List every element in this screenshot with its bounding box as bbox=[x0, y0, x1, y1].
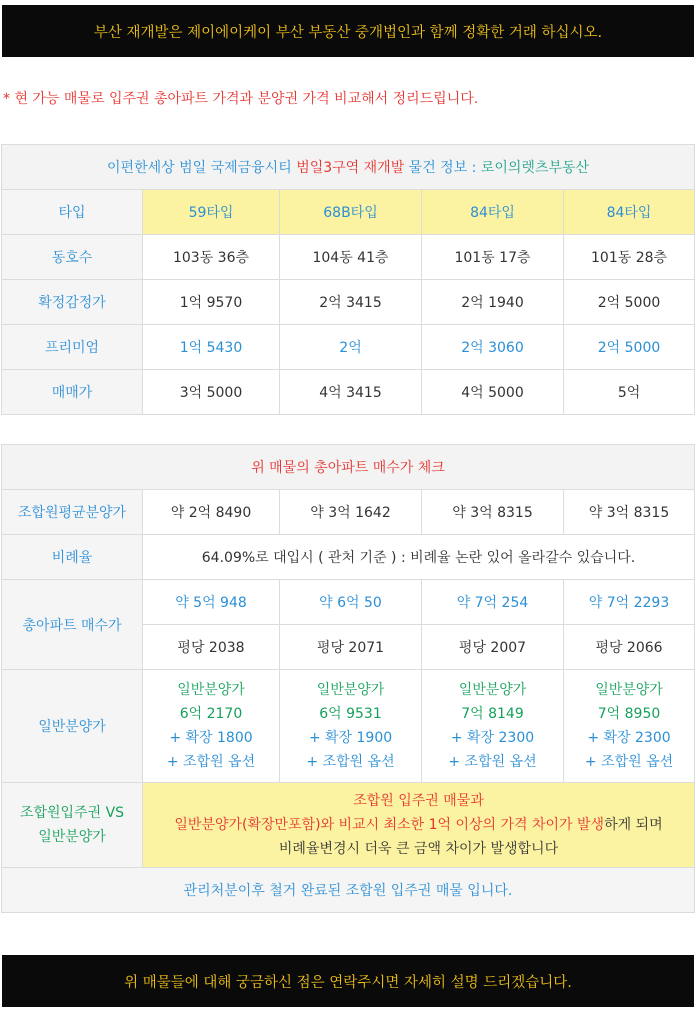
top-banner bbox=[2, 5, 694, 57]
total-row bbox=[2, 580, 695, 625]
compare-row bbox=[2, 783, 695, 868]
sale-label: 매매가 bbox=[2, 370, 143, 415]
general-price: 7억 8950 bbox=[597, 706, 661, 722]
unit-label: 동호수 bbox=[2, 235, 143, 280]
premium-cell: 2억 5000 bbox=[564, 325, 695, 370]
type-cell: 84타입 bbox=[564, 190, 695, 235]
unit-cell: 101동 17층 bbox=[422, 235, 564, 280]
general-price-cell bbox=[422, 670, 564, 783]
total-label: 총아파트 매수가 bbox=[2, 580, 143, 670]
title-mid: 물건 정보 : bbox=[404, 160, 481, 176]
general-option: + 조합원 옵션 bbox=[306, 754, 395, 770]
general-title: 일반분양가 bbox=[595, 682, 663, 698]
compare-label-line2: 일반분양가 bbox=[38, 829, 106, 845]
avg-price-cell: 약 2억 8490 bbox=[143, 490, 280, 535]
premium-row bbox=[2, 325, 695, 370]
avg-price-cell: 약 3억 8315 bbox=[564, 490, 695, 535]
sale-cell: 4억 3415 bbox=[280, 370, 422, 415]
premium-cell: 2억 3060 bbox=[422, 325, 564, 370]
unit-cell: 103동 36층 bbox=[143, 235, 280, 280]
total-cell: 약 7억 2293 bbox=[564, 580, 695, 625]
premium-cell: 1억 5430 bbox=[143, 325, 280, 370]
compare-line2-rest: 하게 되며 bbox=[604, 817, 663, 833]
type-cell: 84타입 bbox=[422, 190, 564, 235]
title-prefix: 이편한세상 범일 국제금융시티 bbox=[107, 160, 297, 176]
type-cell: 68B타입 bbox=[280, 190, 422, 235]
avg-price-cell: 약 3억 1642 bbox=[280, 490, 422, 535]
sale-row bbox=[2, 370, 695, 415]
premium-cell: 2억 bbox=[280, 325, 422, 370]
property-info-table bbox=[1, 144, 695, 415]
general-title: 일반분양가 bbox=[316, 682, 385, 698]
appraisal-cell: 2억 1940 bbox=[422, 280, 564, 325]
top-banner-text: 부산 재개발은 제이에이케이 부산 부동산 중개법인과 함께 정확한 거래 하십시오. bbox=[93, 24, 603, 41]
compare-line1: 조합원 입주권 매물과 bbox=[353, 793, 484, 809]
appraisal-label: 확정감정가 bbox=[2, 280, 143, 325]
type-row bbox=[2, 190, 695, 235]
per-pyeong-cell: 평당 2007 bbox=[422, 625, 564, 670]
per-pyeong-cell: 평당 2071 bbox=[280, 625, 422, 670]
bottom-banner bbox=[2, 955, 694, 1007]
per-pyeong-cell: 평당 2038 bbox=[143, 625, 280, 670]
title-highlight: 범일3구역 재개발 bbox=[296, 160, 405, 176]
compare-label-line1: 조합원입주권 VS bbox=[19, 805, 125, 821]
general-price-cell bbox=[564, 670, 695, 783]
price-table-title: 위 매물의 총아파트 매수가 체크 bbox=[2, 445, 695, 490]
general-title: 일반분양가 bbox=[177, 682, 245, 698]
sale-cell: 5억 bbox=[564, 370, 695, 415]
per-pyeong-cell: 평당 2066 bbox=[564, 625, 695, 670]
ratio-text: 64.09%로 대입시 ( 관처 기준 ) : 비례율 논란 있어 올라갈수 있습니다. bbox=[143, 535, 695, 580]
appraisal-cell: 1억 9570 bbox=[143, 280, 280, 325]
general-option: + 조합원 옵션 bbox=[166, 754, 256, 770]
avg-price-cell: 약 3억 8315 bbox=[422, 490, 564, 535]
general-price: 7억 8149 bbox=[461, 706, 524, 722]
footer-row bbox=[2, 868, 695, 913]
compare-line3: 비례율변경시 더욱 큰 금액 차이가 발생합니다 bbox=[278, 841, 559, 857]
property-table-title-row bbox=[2, 145, 695, 190]
avg-price-label: 조합원평균분양가 bbox=[2, 490, 143, 535]
property-table-title bbox=[2, 145, 695, 190]
general-price: 6억 9531 bbox=[319, 706, 382, 722]
total-cell: 약 6억 50 bbox=[280, 580, 422, 625]
general-price-label: 일반분양가 bbox=[2, 670, 143, 783]
general-option: + 조합원 옵션 bbox=[448, 754, 537, 770]
compare-line2-highlight: 일반분양가(확장만포함)와 비교시 최소한 1억 이상의 가격 차이가 발생 bbox=[174, 817, 605, 833]
general-option: + 조합원 옵션 bbox=[584, 754, 674, 770]
general-price-row bbox=[2, 670, 695, 783]
general-extension: + 확장 1900 bbox=[308, 730, 393, 746]
table-footer-note: 관리처분이후 철거 완료된 조합원 입주권 매물 입니다. bbox=[2, 868, 695, 913]
general-extension: + 확장 2300 bbox=[587, 730, 671, 746]
appraisal-row bbox=[2, 280, 695, 325]
unit-cell: 101동 28층 bbox=[564, 235, 695, 280]
sale-cell: 4억 5000 bbox=[422, 370, 564, 415]
price-table-title-row bbox=[2, 445, 695, 490]
general-price-cell bbox=[143, 670, 280, 783]
sale-cell: 3억 5000 bbox=[143, 370, 280, 415]
type-cell: 59타입 bbox=[143, 190, 280, 235]
general-title: 일반분양가 bbox=[458, 682, 527, 698]
notice-text: * 현 가능 매물로 입주권 총아파트 가격과 분양권 가격 비교해서 정리드립니다. bbox=[3, 91, 479, 107]
unit-row bbox=[2, 235, 695, 280]
appraisal-cell: 2억 3415 bbox=[280, 280, 422, 325]
general-extension: + 확장 2300 bbox=[450, 730, 535, 746]
ratio-row bbox=[2, 535, 695, 580]
type-label: 타입 bbox=[2, 190, 143, 235]
unit-cell: 104동 41층 bbox=[280, 235, 422, 280]
avg-price-row bbox=[2, 490, 695, 535]
title-suffix: 로이의렛츠부동산 bbox=[480, 160, 590, 176]
appraisal-cell: 2억 5000 bbox=[564, 280, 695, 325]
total-cell: 약 7억 254 bbox=[422, 580, 564, 625]
compare-text bbox=[143, 783, 695, 868]
total-cell: 약 5억 948 bbox=[143, 580, 280, 625]
premium-label: 프리미엄 bbox=[2, 325, 143, 370]
general-price-cell bbox=[280, 670, 422, 783]
price-check-table bbox=[1, 444, 695, 913]
general-price: 6억 2170 bbox=[179, 706, 243, 722]
ratio-label: 비례율 bbox=[2, 535, 143, 580]
compare-label bbox=[2, 783, 143, 868]
bottom-banner-text: 위 매물들에 대해 궁금하신 점은 연락주시면 자세히 설명 드리겠습니다. bbox=[124, 974, 572, 991]
general-extension: + 확장 1800 bbox=[169, 730, 253, 746]
